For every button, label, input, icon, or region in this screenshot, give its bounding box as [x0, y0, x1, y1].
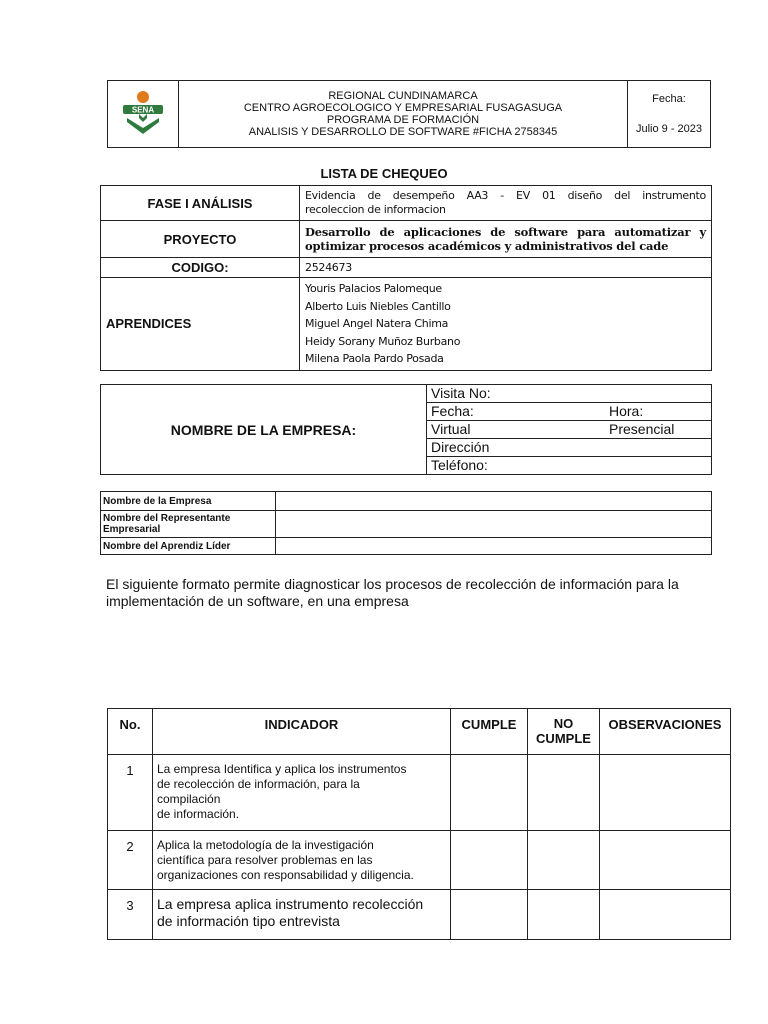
header-line: REGIONAL CUNDINAMARCA: [328, 90, 478, 102]
learner-name: Milena Paola Pardo Posada: [305, 352, 444, 365]
learner-name: Youris Palacios Palomeque: [305, 282, 442, 295]
indicator-text: [153, 831, 451, 890]
complies-cell[interactable]: [451, 890, 528, 940]
company-name-label: NOMBRE DE LA EMPRESA:: [101, 385, 427, 475]
learner-name: Miguel Angel Natera Chima: [305, 317, 449, 330]
observations-cell[interactable]: [600, 890, 731, 940]
project-value: [300, 221, 712, 258]
learner-name: Alberto Luis Niebles Cantillo: [305, 299, 451, 313]
company-table: [100, 384, 712, 475]
not-complies-cell[interactable]: [528, 890, 600, 940]
project-value-line: Desarrollo de aplicaciones de software para automatizar y: [305, 225, 706, 239]
header-line: CENTRO AGROECOLOGICO Y EMPRESARIAL FUSAGASUGA: [243, 102, 563, 114]
intro-paragraph: El siguiente formato permite diagnosticar los procesos de recolección de información para la implementación de un software, en una empresa: [106, 576, 679, 609]
date-field-label: Fecha:: [431, 403, 474, 419]
header-date: [628, 81, 711, 148]
indicator-line: organizaciones con responsabilidad y diligencia.: [157, 868, 414, 882]
virtual-option: Virtual: [431, 421, 471, 437]
checklist-table: [107, 708, 731, 940]
observations-cell[interactable]: [600, 831, 731, 890]
header-line: ANALISIS Y DESARROLLO DE SOFTWARE #FICHA 2758345: [248, 126, 558, 138]
indicator-text: [153, 755, 451, 831]
column-header-observations: OBSERVACIONES: [600, 709, 731, 755]
column-header-complies: CUMPLE: [451, 709, 528, 755]
sena-logo: [117, 88, 169, 138]
table-row: [108, 890, 731, 940]
company-name-value: [276, 492, 712, 511]
column-header-not-complies: [528, 709, 600, 755]
column-header-indicator: INDICADOR: [153, 709, 451, 755]
indicator-line: Aplica la metodología de la investigación: [157, 838, 374, 852]
not-complies-cell[interactable]: [528, 831, 600, 890]
in-person-option: Presencial: [609, 421, 675, 437]
learners-label: APRENDICES: [101, 278, 300, 371]
header-line: PROGRAMA DE FORMACIÓN: [326, 114, 480, 126]
not-complies-cell[interactable]: [528, 755, 600, 831]
date-value: Julio 9 - 2023: [635, 123, 703, 135]
phase-value-line: Evidencia de desempeño AA3 - EV 01 diseño del instrumento: [305, 189, 706, 202]
document-header: [107, 80, 711, 148]
lead-learner-value: [276, 538, 712, 555]
visit-mode-field: [427, 421, 712, 439]
row-number: 2: [108, 831, 153, 890]
date-time-field: [427, 403, 712, 421]
time-field-label: Hora:: [609, 403, 644, 419]
phase-value-line: recoleccion de informacion: [305, 203, 446, 216]
code-label: CODIGO:: [101, 258, 300, 278]
table-row: [108, 831, 731, 890]
logo-cell: [108, 81, 179, 148]
logo-text: SENA: [131, 105, 155, 114]
names-table: [100, 491, 712, 555]
date-label: Fecha:: [652, 93, 686, 105]
indicator-line: de información tipo entrevista: [157, 913, 340, 929]
lead-learner-key: Nombre del Aprendiz Líder: [101, 538, 276, 555]
project-label: PROYECTO: [101, 221, 300, 258]
phase-table: [100, 185, 712, 371]
phone-field: Teléfono:: [427, 457, 712, 475]
column-header-line: NO: [553, 716, 574, 731]
address-field: Dirección: [427, 439, 712, 457]
indicator-line: compilación: [157, 792, 221, 806]
indicator-line: de información.: [157, 807, 240, 821]
table-row: [108, 755, 731, 831]
representative-value: [276, 511, 712, 538]
code-value: 2524673: [300, 258, 712, 278]
page-title: LISTA DE CHEQUEO: [320, 166, 448, 181]
indicator-line: La empresa Identifica y aplica los instrumentos: [157, 762, 407, 776]
complies-cell[interactable]: [451, 831, 528, 890]
indicator-line: científica para resolver problemas en las: [157, 853, 373, 867]
column-header-no: No.: [108, 709, 153, 755]
representative-key: Nombre del Representante Empresarial: [101, 511, 276, 538]
project-value-line: optimizar procesos académicos y administrativos del cade: [305, 239, 669, 253]
visit-number-field: Visita No:: [427, 385, 712, 403]
learners-list: [300, 278, 712, 371]
learner-name: Heidy Sorany Muñoz Burbano: [305, 334, 461, 348]
observations-cell[interactable]: [600, 755, 731, 831]
phase-value: [300, 186, 712, 221]
indicator-line: de recolección de información, para la: [157, 777, 360, 791]
indicator-text: [153, 890, 451, 940]
header-institution: [179, 81, 628, 148]
complies-cell[interactable]: [451, 755, 528, 831]
row-number: 1: [108, 755, 153, 831]
phase-label: FASE I ANÁLISIS: [101, 186, 300, 221]
row-number: 3: [108, 890, 153, 940]
indicator-line: La empresa aplica instrumento recolección: [157, 896, 424, 912]
column-header-line: CUMPLE: [536, 731, 591, 746]
company-name-key: Nombre de la Empresa: [101, 492, 276, 511]
